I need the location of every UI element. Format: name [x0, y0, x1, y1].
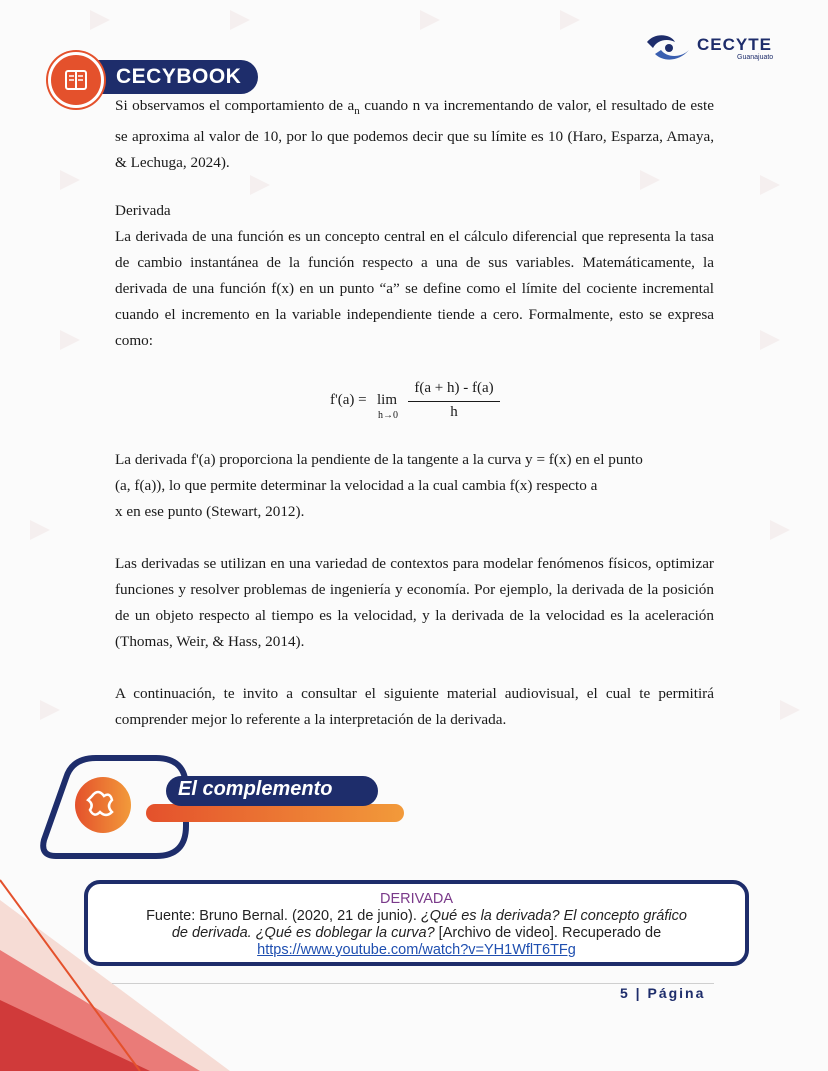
paragraph-limit: Si observamos el comportamiento de $a_n$ cuando n va incrementando de valor, el resultado de este se aproxima al valor de 10, por lo que podemos decir que su límite es 10 (Haro, Esparza, Amaya, & Lechuga, 2024). [115, 97, 714, 172]
cecybook-label: CECYBOOK [116, 65, 242, 88]
cecyte-emblem-icon [645, 32, 695, 66]
section-heading-derivada: Derivada [115, 202, 171, 219]
paragraph-invitation: A continuación, te invito a consultar el siguiente material audiovisual, el cual te permitirá comprender mejor lo referente a la interpretación de la derivada. [115, 685, 714, 728]
complemento-title: El complemento [178, 778, 333, 800]
source-citation-line2: de derivada. ¿Qué es doblegar la curva? [Archivo de video]. Recuperado de [171, 925, 662, 941]
derivative-formula: f'(a) = lim h→0 f(a + h) - f(a) h [330, 380, 510, 424]
page-number: 5 | Página [620, 985, 706, 1001]
book-icon [48, 52, 104, 108]
source-citation-line1: Fuente: Bruno Bernal. (2020, 21 de junio). ¿Qué es la derivada? El concepto gráfico [146, 908, 687, 924]
paragraph-applications: Las derivadas se utilizan en una variedad de contextos para modelar fenómenos físicos, optimizar funciones y resolver problemas de ingeniería y economía. Por ejemplo, la derivada de la posición de un objeto respecto al tiempo es la velocidad, y la derivada de la velocidad es la aceleración (Thomas, Weir, & Hass, 2014). [115, 555, 714, 650]
complemento-banner [36, 750, 416, 862]
logo-text: CECYTE [697, 35, 772, 54]
footer-divider [112, 983, 714, 984]
video-source-box [84, 880, 749, 966]
video-link[interactable]: https://www.youtube.com/watch?v=YH1WflT6TFg [257, 942, 576, 958]
paragraph-tangent: La derivada f'(a) proporciona la pendiente de la tangente a la curva y = f(x) en el punto (a, f(a)), lo que permite determinar la velocidad a la cual cambia f(x) respecto a x en ese punto (Stewart, 2012). [115, 451, 643, 520]
source-title: DERIVADA [379, 891, 454, 907]
cecybook-bar [88, 60, 258, 94]
cecyte-logo [645, 32, 785, 68]
paragraph-definition: La derivada de una función es un concepto central en el cálculo diferencial que representa la tasa de cambio instantánea de la función respecto a una de sus variables. Matemáticamente, la derivada de una función f(x) en un punto “a” se define como el límite del cociente incremental cuando el incremento en la variable independiente tiende a cero. Formalmente, esto se expresa como: [115, 228, 714, 349]
logo-subtitle: Guanajuato [737, 54, 774, 61]
